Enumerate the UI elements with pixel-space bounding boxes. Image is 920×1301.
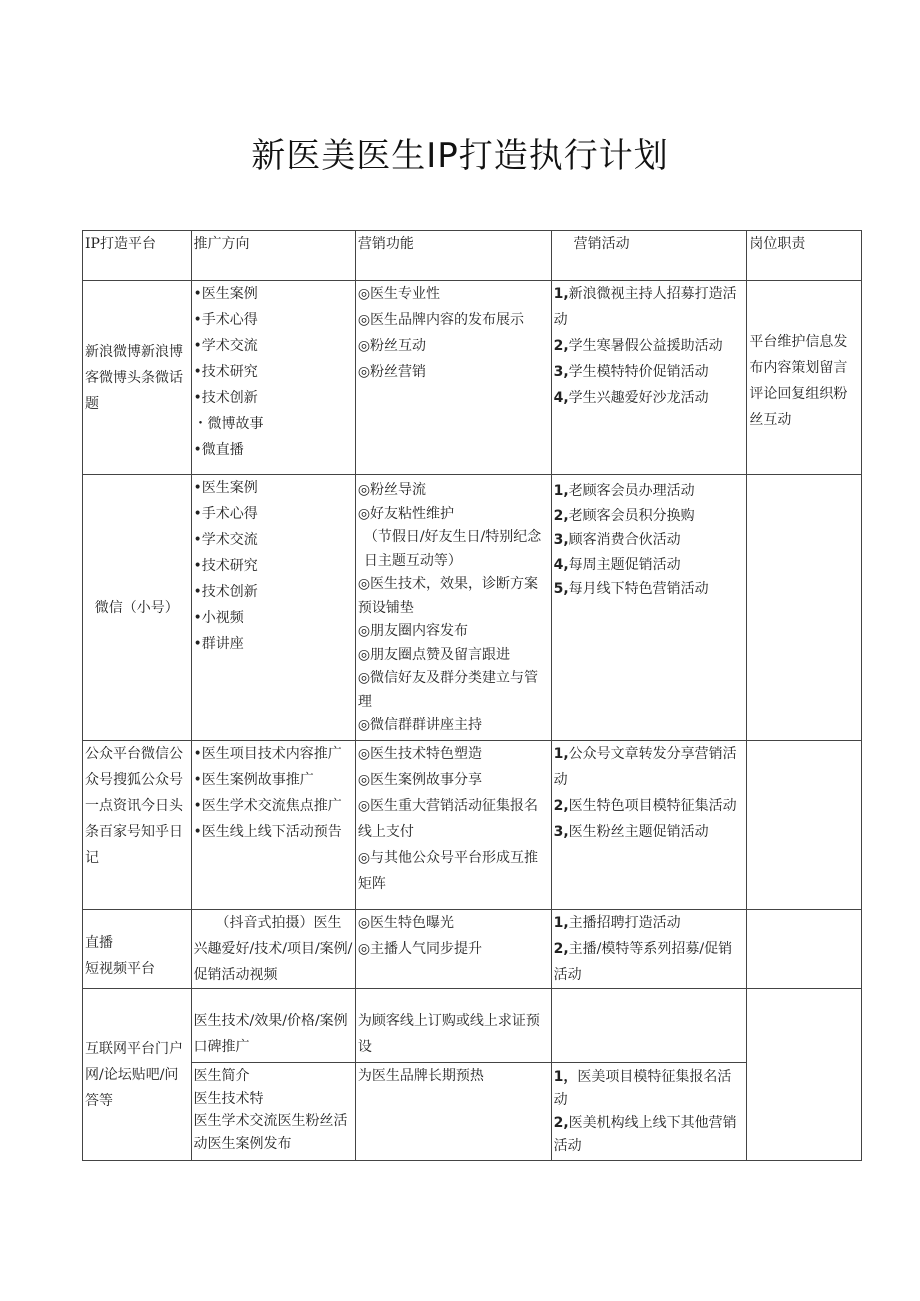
list-item: ◎朋友圈点赞及留言跟进 [357, 646, 511, 663]
list-item: •微直播 [193, 442, 244, 458]
list-item: ◎医生品牌内容的发布展示 [357, 312, 525, 328]
list-item: 医生简介 [193, 1068, 250, 1084]
list-item: ◎粉丝导流 [357, 482, 427, 498]
table-row [83, 989, 862, 1063]
direction-cell [191, 741, 355, 910]
function-cell [355, 281, 551, 475]
list-item: 5,每月线下特色营销活动 [553, 581, 709, 597]
list-item: •医生学术交流焦点推广 [193, 798, 342, 814]
list-item: •学术交流 [193, 532, 258, 548]
list-item: （节假日/好友生日/特别纪念日主题互动等） [363, 529, 542, 569]
activity-cell [551, 1063, 747, 1161]
function-cell [355, 475, 551, 741]
list-item: 3,医生粉丝主题促销活动 [553, 824, 709, 840]
list-item: ◎医生特色曝光 [357, 915, 455, 931]
duty-cell: 平台维护信息发布内容策划留言评论回复组织粉丝互动 [747, 281, 862, 475]
header-direction: 推广方向 [191, 231, 355, 281]
list-item: 2,医美机构线上线下其他营销活动 [553, 1115, 737, 1154]
list-item: ・微博故事 [193, 416, 264, 432]
duty-cell [747, 741, 862, 910]
list-item: 1，医美项目模特征集报名活动 [553, 1069, 732, 1108]
list-item: 2,主播/模特等系列招募/促销活动 [553, 941, 733, 983]
platform-cell: 公众平台微信公众号搜狐公众号一点资讯今日头条百家号知乎日记 [83, 741, 192, 910]
list-item: •手术心得 [193, 506, 258, 522]
list-item: 医生学术交流医生粉丝活动医生案例发布 [193, 1113, 348, 1152]
list-item: •技术创新 [193, 390, 258, 406]
list-item: 2,学生寒暑假公益援助活动 [553, 338, 723, 354]
duty-cell [747, 475, 862, 741]
list-item: ◎微信群群讲座主持 [357, 717, 483, 733]
list-item: ◎粉丝互动 [357, 338, 427, 354]
list-item: 1,公众号文章转发分享营销活动 [553, 746, 737, 788]
direction-cell [191, 1063, 355, 1161]
list-item: •小视频 [193, 610, 244, 626]
list-item: ◎好友粘性维护 [357, 505, 455, 522]
table-header-row [83, 231, 862, 281]
direction-cell [191, 281, 355, 475]
function-cell: 为医生品牌长期预热 [355, 1063, 551, 1161]
header-duty: 岗位职责 [747, 231, 862, 281]
list-item: •技术创新 [193, 584, 258, 600]
list-item: ◎微信好友及群分类建立与管理 [357, 670, 539, 710]
header-function: 营销功能 [355, 231, 551, 281]
table-row [83, 1063, 862, 1161]
list-item: ◎医生案例故事分享 [357, 772, 483, 788]
header-platform: IP打造平台 [83, 231, 192, 281]
list-item: ◎医生技术特色塑造 [357, 746, 483, 762]
platform-cell: 微信（小号） [83, 475, 192, 741]
table-row [83, 910, 862, 989]
list-item: •医生线上线下活动预告 [193, 824, 342, 840]
function-cell: 为顾客线上订购或线上求证预设 [355, 989, 551, 1063]
activity-cell [551, 910, 747, 989]
list-item: •医生项目技术内容推广 [193, 746, 342, 762]
platform-cell: 互联网平台门户网/论坛贴吧/问答等 [83, 989, 192, 1161]
direction-cell: （抖音式拍摄）医生兴趣爱好/技术/项目/案例/促销活动视频 [191, 910, 355, 989]
header-activity: 营销活动 [551, 231, 747, 281]
activity-cell [551, 989, 747, 1063]
platform-cell: 新浪微博新浪博客微博头条微话题 [83, 281, 192, 475]
direction-cell [191, 475, 355, 741]
activity-cell [551, 475, 747, 741]
list-item: 4,学生兴趣爱好沙龙活动 [553, 390, 709, 406]
list-item: 1,老顾客会员办理活动 [553, 483, 695, 499]
list-item: ◎医生重大营销活动征集报名线上支付 [357, 798, 539, 840]
table-row [83, 281, 862, 475]
list-item: •学术交流 [193, 338, 258, 354]
list-item: 3,学生模特特价促销活动 [553, 364, 709, 380]
list-item: •群讲座 [193, 636, 244, 652]
list-item: 医生技术特 [193, 1090, 264, 1107]
function-cell [355, 910, 551, 989]
list-item: ◎主播人气同步提升 [357, 941, 483, 957]
list-item: 1,主播招聘打造活动 [553, 915, 681, 931]
table-row [83, 741, 862, 910]
list-item: 3,顾客消费合伙活动 [553, 532, 681, 548]
list-item: 1,新浪微视主持人招募打造活动 [553, 286, 737, 328]
list-item: •医生案例 [193, 480, 258, 496]
list-item: •医生案例故事推广 [193, 772, 314, 788]
list-item: ◎医生专业性 [357, 286, 441, 302]
duty-cell [747, 989, 862, 1161]
direction-cell: 医生技术/效果/价格/案例口碑推广 [191, 989, 355, 1063]
list-item: 2,医生特色项目模特征集活动 [553, 798, 737, 814]
list-item: ◎与其他公众号平台形成互推矩阵 [357, 850, 539, 892]
list-item: 4,每周主题促销活动 [553, 556, 681, 573]
table-row [83, 475, 862, 741]
list-item: ◎医生技术，效果，诊断方案预设铺垫 [357, 576, 539, 616]
list-item: •技术研究 [193, 364, 258, 380]
plan-table [82, 230, 862, 1161]
activity-cell [551, 741, 747, 910]
list-item: ◎朋友圈内容发布 [357, 623, 469, 639]
function-cell [355, 741, 551, 910]
platform-cell: 直播 短视频平台 [83, 910, 192, 989]
page-title: 新医美医生IP打造执行计划 [251, 136, 669, 176]
activity-cell [551, 281, 747, 475]
list-item: 2,老顾客会员积分换购 [553, 507, 695, 524]
list-item: •医生案例 [193, 286, 258, 302]
duty-cell [747, 910, 862, 989]
list-item: ◎粉丝营销 [357, 364, 427, 380]
list-item: •手术心得 [193, 312, 258, 328]
list-item: •技术研究 [193, 558, 258, 574]
